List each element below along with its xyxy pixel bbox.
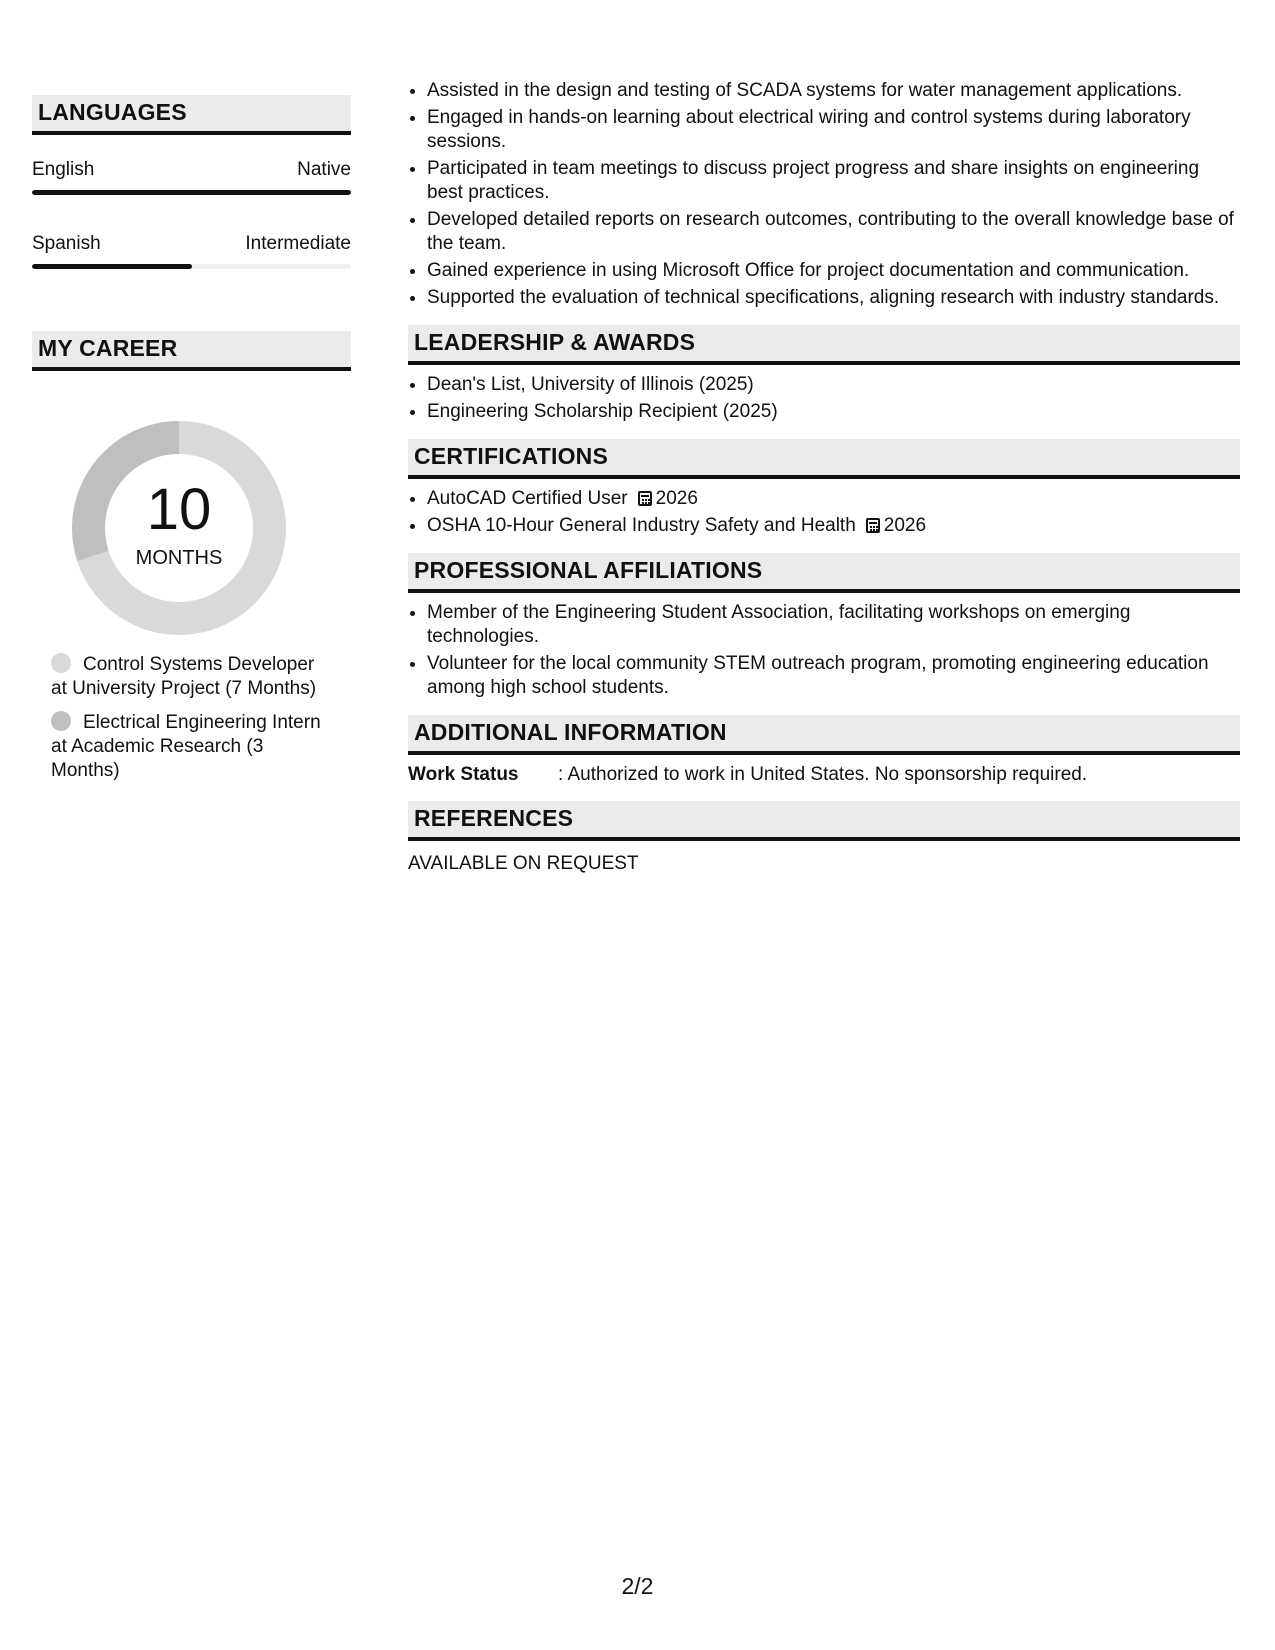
certification-name: AutoCAD Certified User: [427, 488, 628, 509]
donut-center: [64, 413, 294, 643]
page-number: 2/2: [621, 1573, 654, 1599]
certifications-heading: CERTIFICATIONS: [408, 439, 1240, 479]
language-name: Spanish: [32, 233, 101, 254]
certification-item: [427, 514, 1240, 538]
language-item: [32, 159, 351, 195]
leadership-item: • Engineering Scholarship Recipient (2025): [427, 400, 1240, 424]
legend-dot-icon: [51, 653, 71, 673]
language-level: Native: [297, 159, 351, 180]
experience-bullet: • Participated in team meetings to discuss project progress and share insights on engineering best practices.: [427, 157, 1240, 205]
references-text: AVAILABLE ON REQUEST: [408, 853, 639, 874]
leadership-list: [408, 373, 1240, 424]
leadership-item: • Dean's List, University of Illinois (2025): [427, 373, 1240, 397]
language-level: Intermediate: [245, 233, 351, 254]
affiliation-item: • Volunteer for the local community STEM outreach program, promoting engineering education among high school students.: [427, 652, 1240, 700]
affiliation-item: • Member of the Engineering Student Association, facilitating workshops on emerging technologies.: [427, 601, 1240, 649]
certification-item: [427, 487, 1240, 511]
career-legend-item: [51, 653, 331, 701]
work-status-row: [408, 764, 1240, 786]
calendar-icon: [866, 518, 880, 533]
experience-bullet: • Gained experience in using Microsoft Office for project documentation and communication.: [427, 259, 1240, 283]
language-proficiency-fill: [32, 190, 351, 195]
career-total-value: 10: [146, 476, 212, 542]
career-total-unit: MONTHS: [135, 546, 223, 569]
career-heading: MY CAREER: [32, 331, 351, 371]
calendar-icon: [638, 491, 652, 506]
certification-year: 2026: [655, 488, 698, 509]
language-proficiency-bar: [32, 190, 351, 195]
affiliations-heading: PROFESSIONAL AFFILIATIONS: [408, 553, 1240, 593]
language-proficiency-bar: [32, 264, 351, 269]
career-legend-label: Control Systems Developer at University Project (7 Months): [51, 654, 317, 699]
experience-bullet-list: [408, 79, 1240, 310]
affiliations-list: [408, 601, 1240, 700]
certification-year: 2026: [883, 515, 927, 536]
work-status-value: : Authorized to work in United States. No sponsorship required.: [558, 764, 1088, 785]
language-item: [32, 233, 351, 269]
additional-info-heading: ADDITIONAL INFORMATION: [408, 715, 1240, 755]
references-heading: REFERENCES: [408, 801, 1240, 841]
work-status-label: Work Status: [408, 764, 519, 785]
leadership-heading: LEADERSHIP & AWARDS: [408, 325, 1240, 365]
certifications-list: [408, 487, 1240, 538]
experience-bullet: • Assisted in the design and testing of SCADA systems for water management applications.: [427, 79, 1240, 103]
experience-bullet: • Engaged in hands-on learning about electrical wiring and control systems during laboratory sessions.: [427, 106, 1240, 154]
career-legend-item: [51, 711, 331, 783]
languages-heading: LANGUAGES: [32, 95, 351, 135]
legend-dot-icon: [51, 711, 71, 731]
career-donut-chart: [64, 413, 294, 643]
language-name: English: [32, 159, 95, 180]
left-column: [32, 95, 351, 783]
certification-name: OSHA 10-Hour General Industry Safety and Health: [427, 515, 856, 536]
experience-bullet: • Supported the evaluation of technical specifications, aligning research with industry standards.: [427, 286, 1240, 310]
language-proficiency-fill: [32, 264, 192, 269]
experience-bullet: • Developed detailed reports on research outcomes, contributing to the overall knowledge base of the team.: [427, 208, 1240, 256]
right-column: [408, 79, 1240, 875]
career-legend-label: Electrical Engineering Intern at Academic Research (3 Months): [51, 712, 321, 781]
